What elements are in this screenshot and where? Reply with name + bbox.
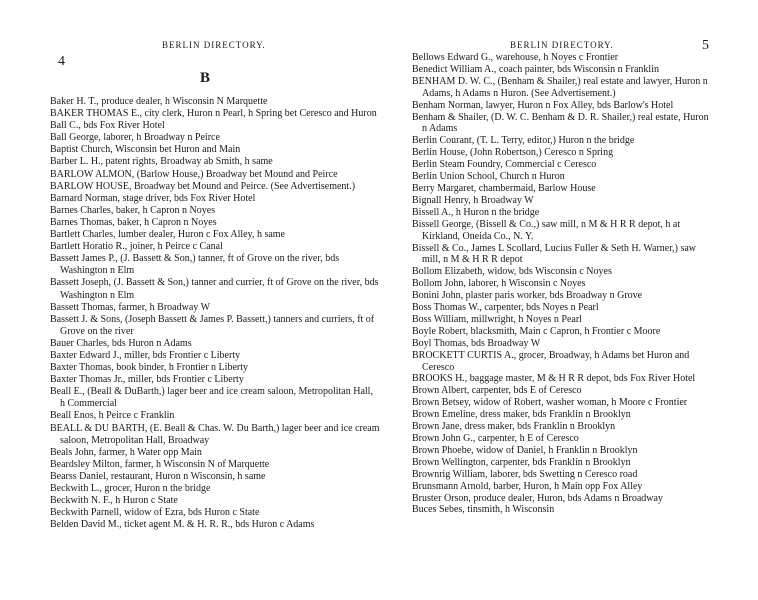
right-entries	[412, 52, 712, 516]
directory-entry: Beall E., (Beall & DuBarth,) lager beer and ice cream saloon, Metropolitan Hall, h Commercial	[50, 386, 373, 410]
directory-entry: Buces Sebes, tinsmith, h Wisconsin	[412, 504, 555, 516]
directory-entry: Boss William, millwright, h Noyes n Pearl	[412, 313, 582, 325]
directory-entry: Barnard Norman, stage driver, bds Fox River Hotel	[50, 192, 256, 204]
left-running-title: BERLIN DIRECTORY.	[162, 40, 266, 50]
directory-entry: Bollom John, laborer, h Wisconsin c Noyes	[412, 278, 586, 290]
directory-entry: BROOKS H., baggage master, M & H R R depot, bds Fox River Hotel	[412, 373, 696, 385]
directory-entry: Bruster Orson, produce dealer, Huron, bds Adams n Broadway	[412, 492, 663, 504]
directory-entry: Beals John, farmer, h Water opp Main	[50, 446, 202, 458]
directory-entry: Brown Phoebe, widow of Daniel, h Franklin n Brooklyn	[412, 444, 638, 456]
directory-entry: BEALL & DU BARTH, (E. Beall & Chas. W. Du Barth,) lager beer and ice cream saloon, Metropolitan Hall, Broadway	[50, 422, 380, 446]
directory-entry: BARLOW HOUSE, Broadway bet Mound and Peirce. (See Advertisement.)	[50, 180, 356, 192]
directory-entry: BROCKETT CURTIS A., grocer, Broadway, h Adams bet Huron and Ceresco	[412, 349, 690, 373]
right-page-number: 5	[702, 38, 710, 53]
directory-entry: Benham & Shailer, (D. W. C. Benham & D. R. Shailer,) real estate, Huron n Adams	[412, 111, 709, 135]
directory-entry: Beckwith N. F., h Huron c State	[50, 495, 178, 507]
directory-entry: Bassett Joseph, (J. Bassett & Son,) tanner and currier, ft of Grove on the river, bds Washington n Elm	[50, 277, 379, 301]
directory-entry: Brown Albert, carpenter, bds E of Ceresco	[412, 385, 582, 397]
directory-entry: Bellows Edward G., warehouse, h Noyes c Frontier	[412, 52, 619, 63]
right-running-title: BERLIN DIRECTORY.	[510, 40, 614, 50]
directory-entry: BAKER THOMAS E., city clerk, Huron n Pearl, h Spring bet Ceresco and Huron	[50, 108, 377, 120]
directory-entry: Boyle Robert, blacksmith, Main c Capron, h Frontier c Moore	[412, 325, 661, 337]
left-page	[50, 0, 380, 600]
directory-entry: Benham Norman, lawyer, Huron n Fox Alley, bds Barlow's Hotel	[412, 99, 674, 111]
directory-entry: Bauer Charles, bds Huron n Adams	[50, 337, 192, 349]
left-page-number: 4	[58, 54, 66, 69]
directory-entry: Ball C., bds Fox River Hotel	[50, 120, 165, 132]
directory-entry: Barnes Charles, baker, h Capron n Noyes	[50, 204, 216, 216]
directory-entry: Brown Jane, dress maker, bds Franklin n Brooklyn	[412, 421, 616, 433]
directory-entry: Barber L. H., patent rights, Broadway ab Smith, h same	[50, 156, 273, 168]
directory-entry: Berlin Steam Foundry, Commercial c Ceresco	[412, 159, 597, 171]
directory-entry: Beckwith L., grocer, Huron n the bridge	[50, 483, 211, 494]
directory-entry: Baxter Thomas Jr., miller, bds Frontier c Liberty	[50, 374, 244, 386]
directory-entry: Boss Thomas W., carpenter, bds Noyes n Pearl	[412, 302, 599, 314]
directory-entry: Bassett Thomas, farmer, h Broadway W	[50, 301, 211, 313]
directory-entry: BENHAM D. W. C., (Benham & Shailer,) real estate and lawyer, Huron n Adams, h Adams n Huron. (See Advertisement.)	[412, 75, 708, 99]
directory-entry: Bissell A., h Huron n the bridge	[412, 206, 540, 218]
directory-entry: Bartlett Charles, lumber dealer, Huron c Fox Alley, h same	[50, 229, 285, 241]
left-page-header	[50, 40, 380, 69]
directory-entry: Bassett J. & Sons, (Joseph Bassett & James P. Bassett,) tanners and curriers, ft of Grove on the river	[50, 313, 375, 337]
directory-entry: Bollom Elizabeth, widow, bds Wisconsin c Noyes	[412, 266, 612, 278]
directory-entry: Berlin Courant, (T. L. Terry, editor,) Huron n the bridge	[412, 135, 635, 147]
directory-entry: Baxter Thomas, book binder, h Frontier n Liberty	[50, 362, 248, 374]
directory-entry: Ball George, laborer, h Broadway n Peirce	[50, 132, 220, 144]
directory-entry: Bissell George, (Bissell & Co.,) saw mill, n M & H R R depot, h at Kirkland, Oneida Co., N. Y.	[412, 218, 681, 242]
directory-entry: Beckwith Parnell, widow of Ezra, bds Huron c State	[50, 507, 260, 519]
directory-entry: Boyl Thomas, bds Broadway W	[412, 337, 541, 349]
directory-entry: Bissell & Co., James L Scollard, Lucius Fuller & Seth H. Warner,) saw mill, n M & H R R depot	[412, 242, 697, 266]
section-letter: B	[200, 70, 211, 86]
directory-entry: Belden David M., ticket agent M. & H. R. R., bds Huron c Adams	[50, 519, 315, 531]
directory-entry: Bignall Henry, h Broadway W	[412, 194, 534, 206]
left-entries	[50, 96, 380, 531]
directory-entry: Baker H. T., produce dealer, h Wisconsin N Marquette	[50, 96, 268, 107]
directory-entry: Bearss Daniel, restaurant, Huron n Wisconsin, h same	[50, 470, 266, 482]
right-page	[412, 0, 712, 600]
directory-entry: Brunsmann Arnold, barber, Huron, h Main opp Fox Alley	[412, 480, 643, 492]
directory-entry: Berlin Union School, Church n Huron	[412, 171, 565, 183]
directory-entry: Beall Enos, h Peirce c Franklin	[50, 410, 175, 422]
directory-entry: Benedict William A., coach painter, bds Wisconsin n Franklin	[412, 63, 659, 75]
directory-entry: Bonini John, plaster paris worker, bds Broadway n Grove	[412, 290, 643, 302]
directory-entry: Berlin House, (John Robertson,) Ceresco n Spring	[412, 147, 614, 159]
directory-entry: Brown Wellington, carpenter, bds Franklin n Brooklyn	[412, 456, 631, 468]
directory-entry: Beardsley Milton, farmer, h Wisconsin N of Marquette	[50, 458, 270, 470]
directory-entry: Baptist Church, Wisconsin bet Huron and Main	[50, 144, 241, 156]
directory-entry: Brown Betsey, widow of Robert, washer woman, h Moore c Frontier	[412, 397, 688, 409]
directory-entry: Baxter Edward J., miller, bds Frontier c Liberty	[50, 349, 241, 361]
directory-entry: Bassett James P., (J. Bassett & Son,) tanner, ft of Grove on the river, bds Washington n Elm	[50, 253, 340, 277]
directory-entry: BARLOW ALMON, (Barlow House,) Broadway bet Mound and Peirce	[50, 168, 338, 180]
directory-entry: Brownrig William, laborer, bds Swetting n Ceresco road	[412, 468, 638, 480]
directory-entry: Brown Emeline, dress maker, bds Franklin n Brooklyn	[412, 409, 631, 421]
directory-entry: Barnes Thomas, baker, h Capron n Noyes	[50, 216, 217, 228]
directory-entry: Berry Margaret, chambermaid, Barlow House	[412, 182, 596, 194]
page-gutter	[380, 30, 412, 600]
directory-entry: Bartlett Horatio R., joiner, h Peirce c Canal	[50, 241, 223, 253]
directory-entry: Brown John G., carpenter, h E of Ceresco	[412, 433, 579, 444]
